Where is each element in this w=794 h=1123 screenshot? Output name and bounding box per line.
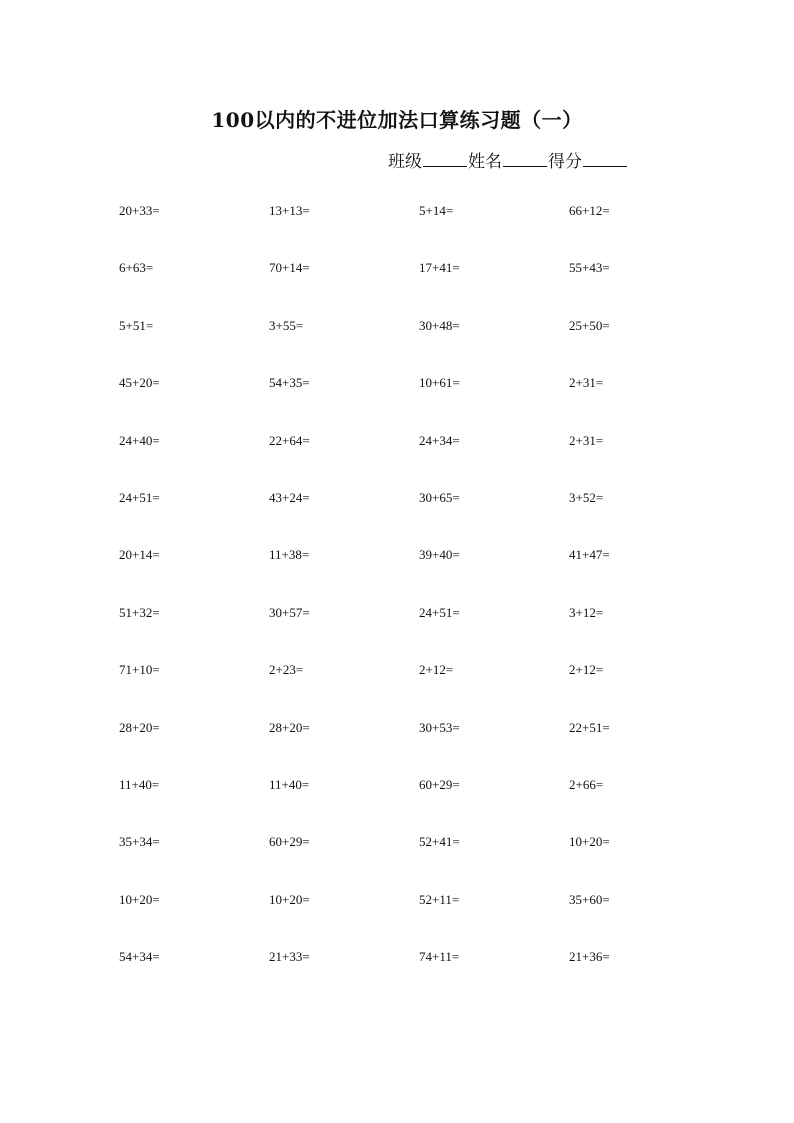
name-label: 姓名 <box>468 152 502 172</box>
problem-item: 71+10= <box>119 662 160 678</box>
student-info-line <box>388 147 628 172</box>
problem-item: 55+43= <box>569 260 610 276</box>
problem-item: 21+33= <box>269 949 310 965</box>
problem-item: 30+48= <box>419 317 460 333</box>
problem-item: 2+12= <box>419 662 454 678</box>
problem-item: 10+61= <box>419 375 460 391</box>
class-label: 班级 <box>388 152 422 172</box>
problem-item: 20+14= <box>119 547 160 563</box>
problem-item: 2+66= <box>569 776 604 792</box>
problem-item: 41+47= <box>569 547 610 563</box>
problem-item: 28+20= <box>119 719 160 735</box>
problem-item: 2+12= <box>569 662 604 678</box>
problem-item: 10+20= <box>569 834 610 850</box>
problem-row <box>119 194 739 251</box>
problem-item: 60+29= <box>269 834 310 850</box>
problem-item: 66+12= <box>569 203 610 218</box>
problem-item: 25+50= <box>569 317 610 333</box>
problem-item: 5+14= <box>419 203 454 218</box>
problem-item: 70+14= <box>269 260 310 276</box>
problem-item: 5+51= <box>119 317 154 333</box>
problem-row <box>119 768 739 825</box>
problem-item: 2+31= <box>569 432 604 448</box>
problem-item: 39+40= <box>419 547 460 563</box>
problem-item: 17+41= <box>419 260 460 276</box>
problem-row <box>119 309 739 366</box>
problem-item: 52+41= <box>419 834 460 850</box>
problem-row <box>119 366 739 423</box>
problem-item: 22+51= <box>569 719 610 735</box>
problem-item: 51+32= <box>119 604 160 620</box>
problem-item: 35+60= <box>569 891 610 907</box>
problem-item: 21+36= <box>569 949 610 965</box>
problem-item: 24+51= <box>419 604 460 620</box>
problem-item: 52+11= <box>419 891 460 907</box>
problem-row <box>119 940 739 997</box>
problem-item: 45+20= <box>119 375 160 391</box>
problem-row <box>119 596 739 653</box>
problem-item: 30+57= <box>269 604 310 620</box>
problem-item: 11+40= <box>269 776 310 792</box>
problem-item: 2+23= <box>269 662 304 678</box>
problem-item: 43+24= <box>269 489 310 505</box>
score-blank <box>583 152 627 167</box>
problem-item: 3+12= <box>569 604 604 620</box>
class-blank <box>423 152 467 167</box>
problem-item: 20+33= <box>119 203 160 218</box>
problem-row <box>119 883 739 940</box>
problem-item: 6+63= <box>119 260 154 276</box>
problem-item: 11+40= <box>119 776 160 792</box>
problem-item: 10+20= <box>119 891 160 907</box>
problem-item: 10+20= <box>269 891 310 907</box>
problem-item: 28+20= <box>269 719 310 735</box>
worksheet-title: 100以内的不进位加法口算练习题（一） <box>211 108 583 132</box>
problem-item: 30+65= <box>419 489 460 505</box>
name-blank <box>503 152 547 167</box>
problem-row <box>119 538 739 595</box>
score-label: 得分 <box>548 152 582 172</box>
problem-item: 3+52= <box>569 489 604 505</box>
problem-item: 35+34= <box>119 834 160 850</box>
problem-item: 54+34= <box>119 949 160 965</box>
problem-row <box>119 424 739 481</box>
problem-item: 74+11= <box>419 949 460 965</box>
problem-row <box>119 711 739 768</box>
problem-item: 3+55= <box>269 317 304 333</box>
problem-grid <box>119 194 739 997</box>
problem-row <box>119 653 739 710</box>
problem-item: 24+51= <box>119 489 160 505</box>
problem-item: 30+53= <box>419 719 460 735</box>
problem-item: 24+40= <box>119 432 160 448</box>
problem-item: 60+29= <box>419 776 460 792</box>
problem-item: 22+64= <box>269 432 310 448</box>
problem-item: 24+34= <box>419 432 460 448</box>
problem-item: 13+13= <box>269 203 310 218</box>
problem-row <box>119 481 739 538</box>
problem-item: 54+35= <box>269 375 310 391</box>
problem-item: 11+38= <box>269 547 310 563</box>
problem-item: 2+31= <box>569 375 604 391</box>
problem-row <box>119 251 739 308</box>
problem-row <box>119 825 739 882</box>
